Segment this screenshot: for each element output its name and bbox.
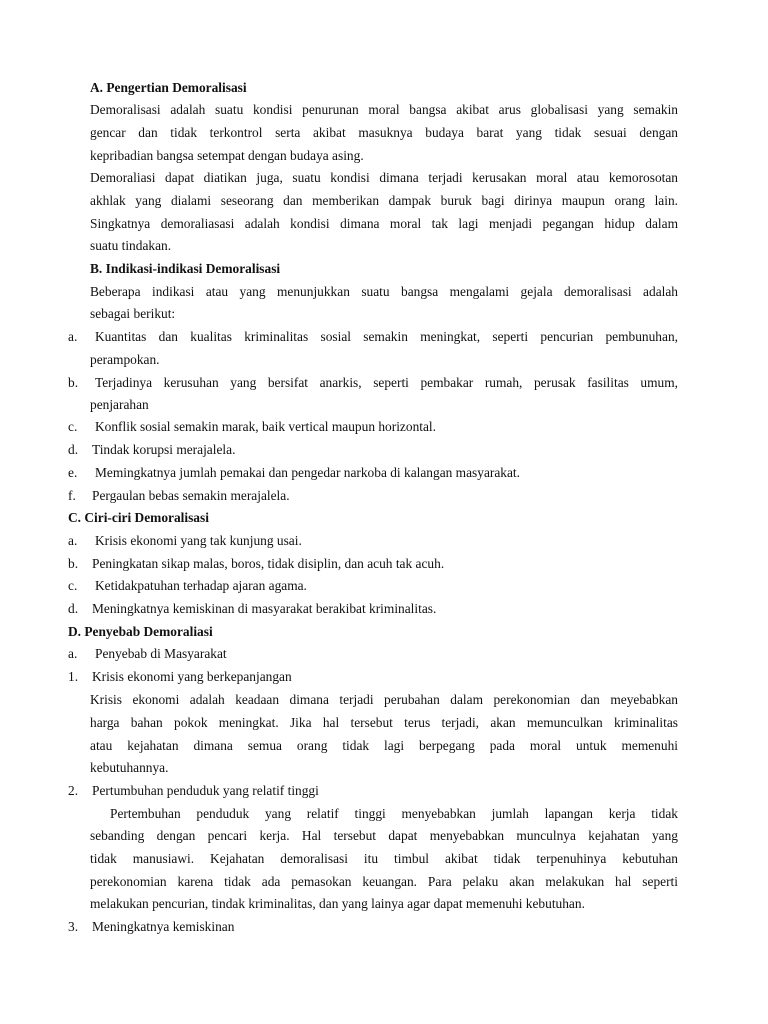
para-a2-line4: suatu tindakan.	[90, 238, 172, 253]
list-c-item-d: Meningkatnya kemiskinan di masyarakat berakibat kriminalitas.	[92, 601, 437, 616]
item1-line1: Krisis ekonomi adalah keadaan dimana terjadi perubahan dalam perekonomian dan meyebabkan	[90, 692, 678, 707]
list-b-item-a-line1: Kuantitas dan kualitas kriminalitas sosial semakin meningkat, seperti pencurian pembunuhan,	[95, 329, 678, 344]
list-c-marker-b: b.	[68, 556, 79, 571]
list-b-item-e: Memingkatnya jumlah pemakai dan pengedar narkoba di kalangan masyarakat.	[95, 465, 520, 480]
para-b-line1: Beberapa indikasi atau yang menunjukkan suatu bangsa mengalami gejala demoralisasi adalah	[90, 284, 678, 299]
item2-marker: 2.	[68, 783, 79, 798]
item3-marker: 3.	[68, 919, 79, 934]
list-c-marker-c: c.	[68, 578, 78, 593]
para-a1-line1: Demoralisasi adalah suatu kondisi penurunan moral bangsa akibat arus globalisasi yang semakin	[90, 102, 678, 117]
item2-line2: sebanding dengan pencari kerja. Hal tersebut dapat menyebabkan munculnya kejahatan yang	[90, 828, 678, 843]
para-a2-line3: Singkatnya demoraliasasi adalah kondisi dimana moral tak lagi menjadi pegangan hidup dalam	[90, 216, 678, 231]
item2-line1: Pertembuhan penduduk yang relatif tinggi menyebabkan jumlah lapangan kerja tidak	[110, 806, 678, 821]
list-b-marker-e: e.	[68, 465, 78, 480]
list-b-item-d: Tindak korupsi merajalela.	[92, 442, 236, 457]
para-b-line2: sebagai berikut:	[90, 306, 176, 321]
list-b-item-a-line2: perampokan.	[90, 352, 160, 367]
para-a1-line3: kepribadian bangsa setempat dengan budaya asing.	[90, 148, 364, 163]
item2-line3: tidak manusiawi. Kejahatan demoralisasi itu timbul akibat tidak terpenuhinya kebutuhan	[90, 851, 678, 866]
item1-line3: atau kejahatan dimana semua orang tidak lagi berpegang pada moral untuk memenuhi	[90, 738, 678, 753]
item1-line4: kebutuhannya.	[90, 760, 169, 775]
para-a2-line1: Demoraliasi dapat diatikan juga, suatu kondisi dimana terjadi kerusakan moral atau kemorosotan	[90, 170, 678, 185]
heading-b: B. Indikasi-indikasi Demoralisasi	[90, 261, 281, 276]
para-a2-line2: akhlak yang dialami seseorang dan memberikan dampak buruk bagi dirinya maupun orang lain.	[90, 193, 678, 208]
item2-line5: melakukan pencurian, tindak kriminalitas, dan yang lainya agar dapat memenuhi kebutuhan.	[90, 896, 585, 911]
sub-d-marker: a.	[68, 646, 78, 661]
para-a1-line2: gencar dan tidak terkontrol serta akibat masuknya budaya barat yang tidak sesuai dengan	[90, 125, 678, 140]
list-b-marker-c: c.	[68, 419, 78, 434]
list-c-item-b: Peningkatan sikap malas, boros, tidak disiplin, dan acuh tak acuh.	[92, 556, 445, 571]
sub-d-title: Penyebab di Masyarakat	[95, 646, 227, 661]
item3-title: Meningkatnya kemiskinan	[92, 919, 235, 934]
list-b-item-f: Pergaulan bebas semakin merajalela.	[92, 488, 290, 503]
heading-d: D. Penyebab Demoraliasi	[68, 624, 213, 639]
list-b-marker-b: b.	[68, 375, 79, 390]
item2-line4: perekonomian karena tidak ada pemasokan keuangan. Para pelaku akan melakukan hal seperti	[90, 874, 678, 889]
item2-title: Pertumbuhan penduduk yang relatif tinggi	[92, 783, 319, 798]
list-b-marker-a: a.	[68, 329, 78, 344]
list-c-marker-a: a.	[68, 533, 78, 548]
list-b-marker-d: d.	[68, 442, 79, 457]
heading-c: C. Ciri-ciri Demoralisasi	[68, 510, 209, 525]
list-c-marker-d: d.	[68, 601, 79, 616]
list-c-item-a: Krisis ekonomi yang tak kunjung usai.	[95, 533, 302, 548]
list-c-item-c: Ketidakpatuhan terhadap ajaran agama.	[95, 578, 307, 593]
list-b-marker-f: f.	[68, 488, 76, 503]
item1-marker: 1.	[68, 669, 79, 684]
list-b-item-b-line2: penjarahan	[90, 397, 149, 412]
item1-line2: harga bahan pokok meningkat. Jika hal tersebut terus terjadi, akan memunculkan kriminalitas	[90, 715, 678, 730]
heading-a: A. Pengertian Demoralisasi	[90, 80, 247, 95]
item1-title: Krisis ekonomi yang berkepanjangan	[92, 669, 292, 684]
list-b-item-b-line1: Terjadinya kerusuhan yang bersifat anarkis, seperti pembakar rumah, perusak fasilitas umum,	[95, 375, 678, 390]
list-b-item-c: Konflik sosial semakin marak, baik vertical maupun horizontal.	[95, 419, 436, 434]
